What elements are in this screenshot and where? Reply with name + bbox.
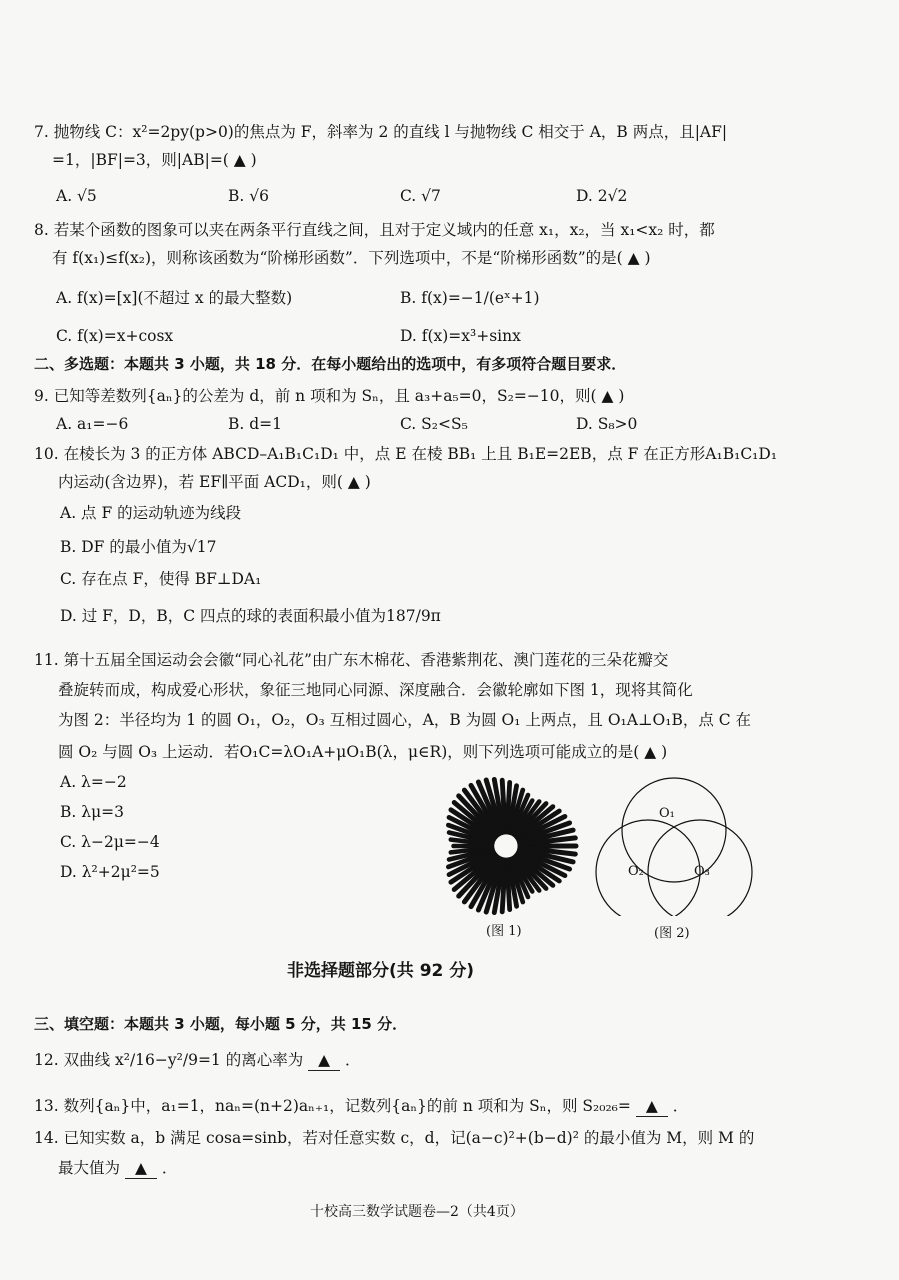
- emblem-petal: [502, 780, 505, 832]
- q9-option-a: A. a₁=−6: [56, 415, 129, 433]
- section-nonchoice-title: 非选择题部分(共 92 分): [287, 961, 475, 981]
- q9-option-d: D. S₈>0: [576, 415, 638, 433]
- q13-answer-blank: ▲: [636, 1096, 668, 1117]
- q7-line2: =1，|BF|=3，则|AB|=( ▲ ): [52, 151, 257, 169]
- q14-line1: 14. 已知实数 a，b 满足 cosa=sinb，若对任意实数 c，d，记(a−c)²+(b−d)² 的最小值为 M，则 M 的: [34, 1129, 755, 1147]
- q12-text: 12. 双曲线 x²/16−y²/9=1 的离心率为: [34, 1051, 304, 1069]
- q12-answer-blank: ▲: [308, 1050, 340, 1071]
- emblem-petal: [507, 860, 510, 910]
- q9-option-c: C. S₂<S₅: [400, 415, 468, 433]
- q11-option-d: D. λ²+2μ²=5: [60, 863, 160, 881]
- q11-line2: 叠旋转而成，构成爱心形状，象征三地同心同源、深度融合．会徽轮廓如下图 1，现将其简化: [58, 681, 693, 699]
- figure2-circles: [594, 776, 754, 916]
- section2-title: 二、多选题：本题共 3 小题，共 18 分．在每小题给出的选项中，有多项符合题目要求．: [34, 355, 627, 373]
- q8-line1: 8. 若某个函数的图象可以夹在两条平行直线之间，且对于定义域内的任意 x₁，x₂，当 x₁<x₂ 时，都: [34, 221, 715, 239]
- q14-end: ．: [161, 1159, 178, 1177]
- q11-line1: 11. 第十五届全国运动会会徽“同心礼花”由广东木棉花、香港紫荆花、澳门莲花的三朵花瓣交: [34, 651, 669, 669]
- q7-option-b: B. √6: [228, 187, 269, 205]
- q14-text: 最大值为: [58, 1159, 121, 1177]
- q10-line2: 内运动(含边界)，若 EF∥平面 ACD₁，则( ▲ ): [58, 473, 371, 491]
- q11-option-a: A. λ=−2: [60, 773, 127, 791]
- label-o2: O₂: [628, 864, 644, 879]
- q12-end: ．: [345, 1051, 361, 1069]
- figure1-caption: (图 1): [486, 924, 522, 939]
- q13-text: 13. 数列{aₙ}中，a₁=1，naₙ=(n+2)aₙ₊₁，记数列{aₙ}的前 n 项和为 Sₙ，则 S₂₀₂₆=: [34, 1097, 631, 1115]
- q10-option-d: D. 过 F，D，B，C 四点的球的表面积最小值为187/9π: [60, 607, 441, 625]
- q14-answer-blank: ▲: [125, 1158, 157, 1179]
- q8-option-c: C. f(x)=x+cosx: [56, 327, 174, 345]
- q8-line2: 有 f(x₁)≤f(x₂)，则称该函数为“阶梯形函数”．下列选项中，不是“阶梯形函数”的是( ▲ ): [52, 249, 651, 267]
- q12-line: [34, 1050, 361, 1071]
- q14-line2: [58, 1158, 177, 1179]
- q10-option-b: B. DF 的最小值为√17: [60, 538, 217, 556]
- figure1-emblem: [428, 768, 584, 918]
- q9-option-b: B. d=1: [228, 415, 283, 433]
- q8-option-d: D. f(x)=x³+sinx: [400, 327, 521, 345]
- page-footer: 十校高三数学试题卷—2（共4页）: [310, 1204, 524, 1220]
- q8-option-a: A. f(x)=[x](不超过 x 的最大整数): [56, 289, 293, 307]
- label-o3: O₃: [694, 864, 710, 879]
- q11-option-c: C. λ−2μ=−4: [60, 833, 160, 851]
- figure2-caption: (图 2): [654, 926, 690, 941]
- q13-line: [34, 1096, 688, 1117]
- q9-line1: 9. 已知等差数列{aₙ}的公差为 d，前 n 项和为 Sₙ，且 a₃+a₅=0，S₂=−10，则( ▲ ): [34, 387, 625, 405]
- q7-option-c: C. √7: [400, 187, 441, 205]
- q7-line1: 7. 抛物线 C：x²=2py(p>0)的焦点为 F，斜率为 2 的直线 l 与抛物线 C 相交于 A，B 两点，且|AF|: [34, 123, 728, 141]
- q11-line4: 圆 O₂ 与圆 O₃ 上运动．若O₁C=λO₁A+μO₁B(λ，μ∈R)，则下列选项可能成立的是( ▲ ): [58, 743, 668, 761]
- q7-option-a: A. √5: [56, 187, 97, 205]
- q11-line3: 为图 2：半径均为 1 的圆 O₁，O₂，O₃ 互相过圆心，A，B 为圆 O₁ 上两点，且 O₁A⊥O₁B，点 C 在: [58, 711, 752, 729]
- q13-end: ．: [672, 1097, 689, 1115]
- q7-option-d: D. 2√2: [576, 187, 628, 205]
- section3-title: 三、填空题：本题共 3 小题，每小题 5 分，共 15 分．: [34, 1015, 408, 1033]
- q8-option-b: B. f(x)=−1/(eˣ+1): [400, 289, 540, 307]
- q10-option-a: A. 点 F 的运动轨迹为线段: [60, 504, 242, 522]
- q10-line1: 10. 在棱长为 3 的正方体 ABCD–A₁B₁C₁D₁ 中，点 E 在棱 BB₁ 上且 B₁E=2EB，点 F 在正方形A₁B₁C₁D₁: [34, 445, 778, 463]
- label-o1: O₁: [659, 806, 675, 821]
- q10-option-c: C. 存在点 F，使得 BF⊥DA₁: [60, 570, 262, 588]
- q11-option-b: B. λμ=3: [60, 803, 124, 821]
